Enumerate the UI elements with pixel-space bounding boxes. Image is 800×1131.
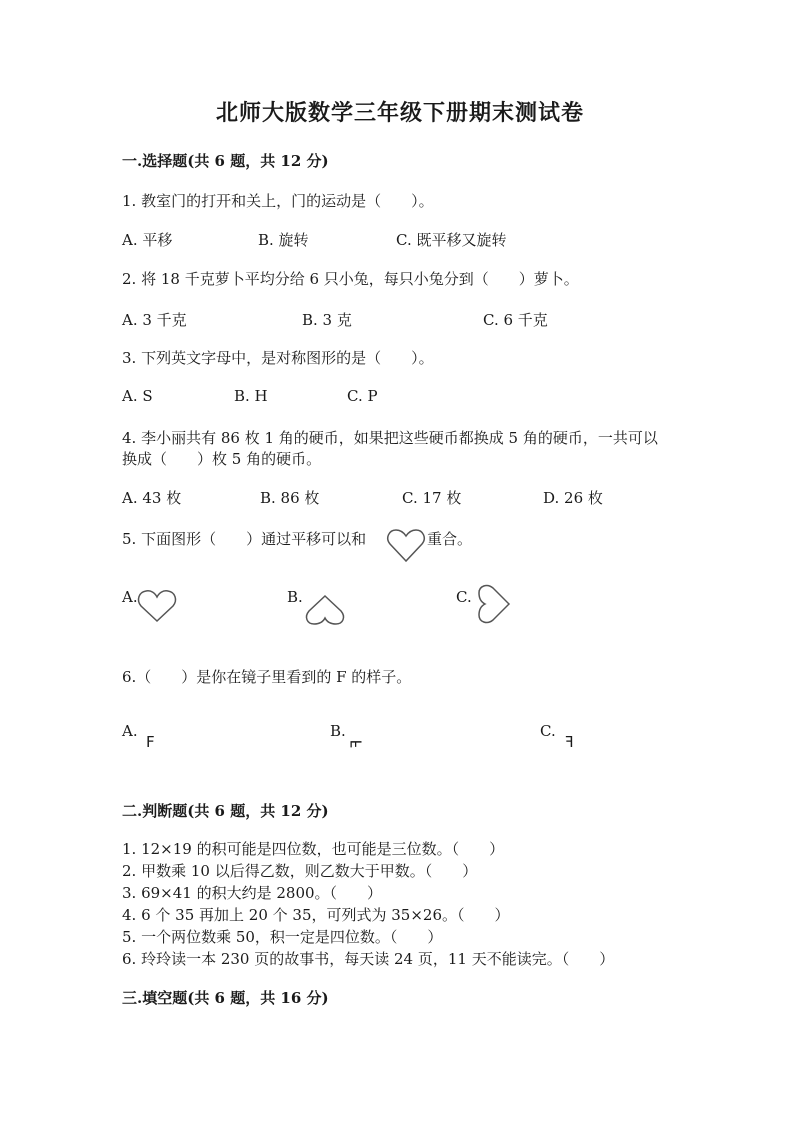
q6-option-a: A.	[122, 722, 138, 740]
question-3: 3. 下列英文字母中，是对称图形的是（ ）。	[122, 349, 434, 367]
page-title: 北师大版数学三年级下册期末测试卷	[215, 100, 584, 126]
question-6: 6.（ ）是你在镜子里看到的 F 的样子。	[122, 668, 412, 686]
tf-item-3: 3. 69×41 的积大约是 2800。（ ）	[122, 884, 383, 902]
q1-option-a: A. 平移	[122, 231, 173, 249]
q1-option-b: B. 旋转	[258, 231, 309, 249]
question-1: 1. 教室门的打开和关上，门的运动是（ ）。	[122, 192, 434, 210]
q4-option-b: B. 86 枚	[260, 489, 320, 507]
tf-item-5: 5. 一个两位数乘 50，积一定是四位数。（ ）	[122, 928, 443, 946]
mirror-f-option-c: F	[565, 733, 574, 751]
question-4-line1: 4. 李小丽共有 86 枚 1 角的硬币，如果把这些硬币都换成 5 角的硬币，一共可以	[122, 429, 658, 447]
q3-option-b: B. H	[234, 387, 268, 405]
question-2: 2. 将 18 千克萝卜平均分给 6 只小兔，每只小兔分到（ ）萝卜。	[122, 270, 579, 288]
q4-option-d: D. 26 枚	[543, 489, 603, 507]
q2-option-b: B. 3 克	[302, 311, 352, 329]
q5-option-c: C.	[456, 588, 472, 606]
section-heading-true-false: 二.判断题(共 6 题，共 12 分)	[122, 802, 329, 820]
mirror-f-option-a: F	[146, 733, 155, 751]
q3-option-c: C. P	[347, 387, 378, 405]
section-heading-fill-in: 三.填空题(共 6 题，共 16 分)	[122, 989, 329, 1007]
heart-option-a-icon	[136, 588, 178, 624]
q2-option-c: C. 6 千克	[483, 311, 548, 329]
tf-item-1: 1. 12×19 的积可能是四位数，也可能是三位数。（ ）	[122, 840, 505, 858]
question-4-line2: 换成（ ）枚 5 角的硬币。	[122, 450, 322, 468]
q3-option-a: A. S	[122, 387, 153, 405]
mirror-f-option-b: F	[347, 739, 366, 749]
q4-option-a: A. 43 枚	[122, 489, 182, 507]
q2-option-a: A. 3 千克	[122, 311, 187, 329]
heart-reference-icon	[386, 527, 426, 563]
heart-option-b-icon	[304, 594, 346, 626]
q6-option-b: B.	[330, 722, 346, 740]
q5-option-a: A.	[122, 588, 138, 606]
tf-item-4: 4. 6 个 35 再加上 20 个 35，可列式为 35×26。（ ）	[122, 906, 510, 924]
q5-option-b: B.	[287, 588, 303, 606]
heart-option-c-icon	[471, 583, 511, 625]
q4-option-c: C. 17 枚	[402, 489, 462, 507]
tf-item-2: 2. 甲数乘 10 以后得乙数，则乙数大于甲数。（ ）	[122, 862, 478, 880]
question-5-text-after: 重合。	[427, 530, 473, 548]
q6-option-c: C.	[540, 722, 556, 740]
question-5-text-before: 5. 下面图形（ ）通过平移可以和	[122, 530, 367, 548]
q1-option-c: C. 既平移又旋转	[396, 231, 507, 249]
tf-item-6: 6. 玲玲读一本 230 页的故事书，每天读 24 页，11 天不能读完。（ ）	[122, 950, 615, 968]
section-heading-choice: 一.选择题(共 6 题，共 12 分)	[122, 152, 329, 170]
